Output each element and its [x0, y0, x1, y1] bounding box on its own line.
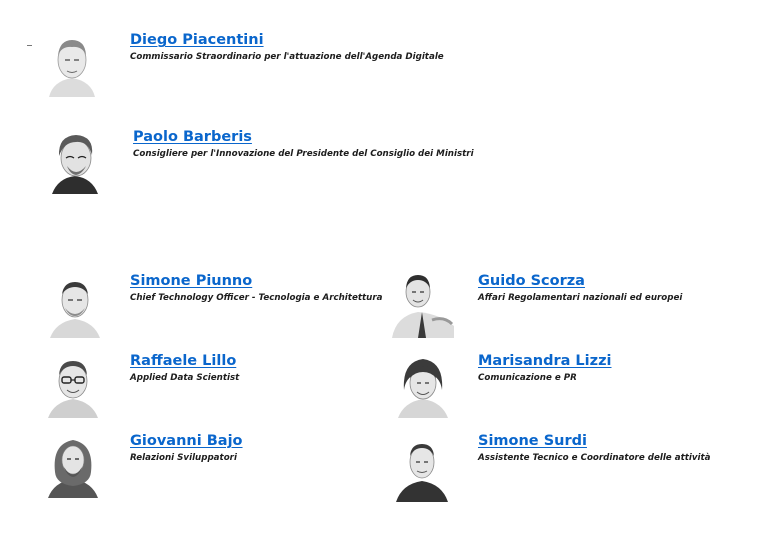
person-role: Applied Data Scientist	[130, 373, 240, 383]
avatar-photo	[48, 128, 102, 194]
avatar-photo	[46, 432, 100, 498]
person-role: Chief Technology Officer - Tecnologia e Architettura	[130, 293, 383, 303]
person-role: Comunicazione e PR	[478, 373, 577, 383]
person-name-link[interactable]: Diego Piacentini	[130, 32, 264, 48]
person-role: Affari Regolamentari nazionali ed europei	[478, 293, 683, 303]
person-role: Relazioni Sviluppatori	[130, 453, 237, 463]
person-role: Consigliere per l'Innovazione del Presidente del Consiglio dei Ministri	[133, 149, 474, 159]
avatar-photo	[388, 268, 456, 338]
avatar-photo	[394, 436, 450, 502]
avatar-photo	[46, 352, 100, 418]
person-name-link[interactable]: Guido Scorza	[478, 273, 585, 289]
person-role: Commissario Straordinario per l'attuazione dell'Agenda Digitale	[130, 52, 444, 62]
person-name-link[interactable]: Simone Piunno	[130, 273, 253, 289]
person-name-link[interactable]: Giovanni Bajo	[130, 433, 243, 449]
person-role: Assistente Tecnico e Coordinatore delle attività	[478, 453, 711, 463]
person-name-link[interactable]: Simone Surdi	[478, 433, 587, 449]
avatar-photo	[48, 272, 102, 338]
person-name-link[interactable]: Raffaele Lillo	[130, 353, 237, 369]
divider-mark	[27, 45, 32, 46]
person-name-link[interactable]: Paolo Barberis	[133, 129, 252, 145]
avatar-photo	[396, 352, 450, 418]
person-name-link[interactable]: Marisandra Lizzi	[478, 353, 612, 369]
avatar-photo	[45, 31, 99, 97]
